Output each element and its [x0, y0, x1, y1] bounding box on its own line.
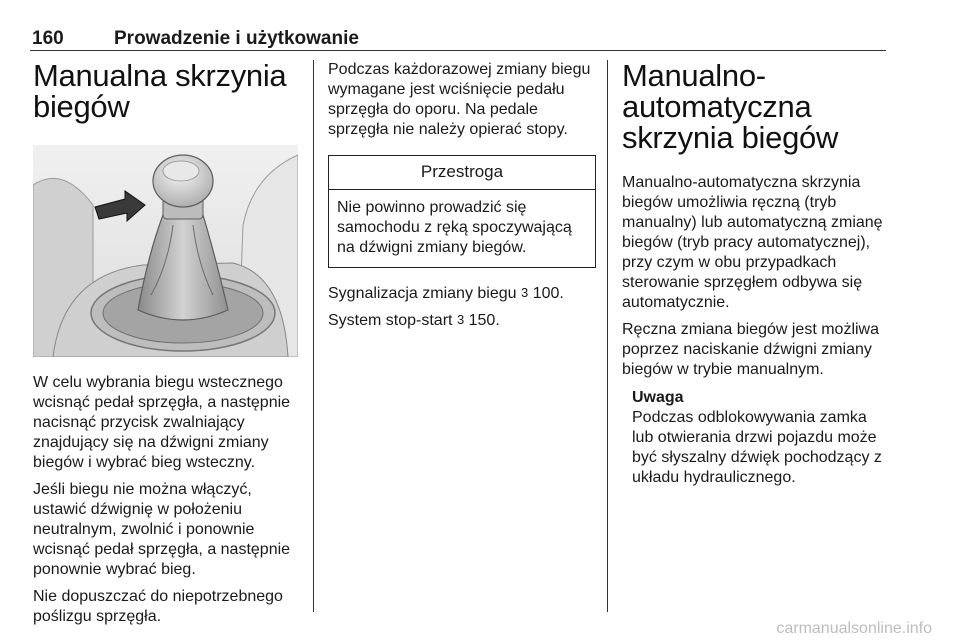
page-number: 160 — [32, 28, 64, 49]
note-body: Podczas odblokowywania zamka lub otwierania drzwi pojazdu może być słyszalny dźwięk pochodzący z układu hydraulicznego. — [632, 409, 882, 486]
column-divider-2 — [607, 60, 608, 612]
gear-shift-lever-illustration — [33, 145, 298, 357]
section-heading-manual-gearbox: Manualna skrzynia biegów — [33, 58, 287, 124]
column-2 — [328, 60, 596, 338]
paragraph: Podczas każdorazowej zmiany biegu wymagane jest wciśnięcie pedału sprzęgła do oporu. Na pedale sprzęgła nie należy opierać stopy. — [328, 61, 591, 138]
section-heading-automated-manual-gearbox: Manualno-automatyczna skrzynia biegów — [622, 58, 839, 155]
cross-reference-shift-indicator[interactable]: Sygnalizacja zmiany biegu 3 100. — [328, 285, 564, 302]
paragraph: Manualno-automatyczna skrzynia biegów umożliwia ręczną (tryb manualny) lub automatyczną zmianę biegów (tryb pracy automatycznej), przy czym w obu przypadkach sterowanie sprzęgłem odbywa się automatycznie. — [622, 174, 883, 311]
running-title: Prowadzenie i użytkowanie — [114, 28, 359, 49]
paragraph: Jeśli biegu nie można włączyć, ustawić dźwignię w położeniu neutralnym, zwolnić i ponownie wcisnąć pedał sprzęgła, a następnie ponownie wybrać bieg. — [33, 481, 291, 578]
caution-title: Przestroga — [329, 156, 595, 190]
watermark: carmanualsonline.info — [776, 620, 932, 637]
page-reference-icon: 3 — [456, 312, 465, 327]
header-rule — [30, 50, 886, 51]
page-reference-number: 100. — [532, 285, 564, 302]
cross-reference-stop-start[interactable]: System stop-start 3 150. — [328, 312, 500, 329]
paragraph: Nie dopuszczać do niepotrzebnego poślizgu sprzęgła. — [33, 588, 283, 625]
note-box — [632, 388, 888, 488]
column-divider-1 — [313, 60, 314, 612]
column-3 — [622, 60, 888, 495]
page-header — [30, 28, 886, 50]
note-title: Uwaga — [632, 389, 684, 406]
page-reference-number: 150. — [468, 312, 500, 329]
paragraph: W celu wybrania biegu wstecznego wcisnąć pedał sprzęgła, a następnie nacisnąć przycisk zwalniający znajdujący się na dźwigni zmiany biegów i wybrać bieg wsteczny. — [33, 374, 291, 471]
page-reference-icon: 3 — [521, 285, 529, 300]
caution-box — [328, 155, 596, 268]
paragraph: Ręczna zmiana biegów jest możliwa poprzez naciskanie dźwigni zmiany biegów w trybie manualnym. — [622, 321, 879, 378]
caution-body: Nie powinno prowadzić się samochodu z ręką spoczywającą na dźwigni zmiany biegów. — [337, 199, 572, 256]
column-1 — [33, 60, 301, 634]
